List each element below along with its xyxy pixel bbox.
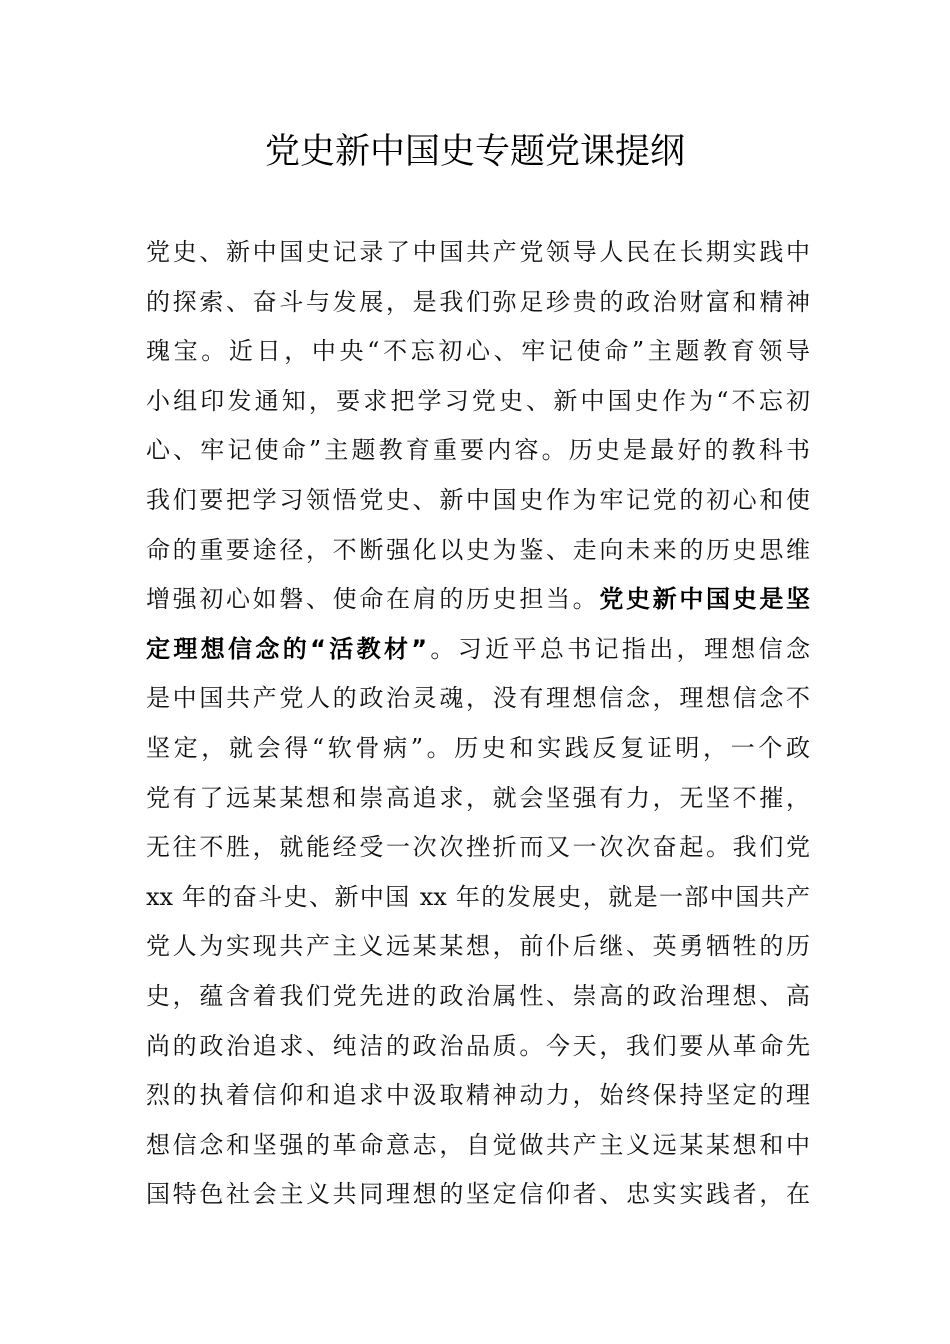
document-body <box>146 228 810 1220</box>
body-line-3: 瑰宝。近日，中央“不忘初心、牢记使命”主题教育领导 <box>146 337 810 366</box>
body-line-8 <box>146 575 810 625</box>
body-line-5: 心、牢记使命”主题教育重要内容。历史是最好的教科书 <box>146 436 810 465</box>
body-line-12: 党有了远某某想和崇高追求，就会坚强有力，无坚不摧， <box>146 783 810 812</box>
body-line-15: 党人为实现共产主义远某某想，前仆后继、英勇牺牲的历 <box>146 932 810 961</box>
body-line-10: 是中国共产党人的政治灵魂，没有理想信念，理想信念不 <box>146 684 810 713</box>
body-line-2: 的探索、奋斗与发展，是我们弥足珍贵的政治财富和精神 <box>146 287 810 316</box>
body-line-9 <box>146 625 810 675</box>
body-line-17: 尚的政治追求、纯洁的政治品质。今天，我们要从革命先 <box>146 1031 810 1060</box>
body-line-11: 坚定，就会得“软骨病”。历史和实践反复证明，一个政 <box>146 733 810 762</box>
body-line-8-regular: 增强初心如磐、使命在肩的历史担当。 <box>146 585 600 614</box>
body-line-4: 小组印发通知，要求把学习党史、新中国史作为“不忘初 <box>146 386 810 415</box>
body-line-16: 史，蕴含着我们党先进的政治属性、崇高的政治理想、高 <box>146 981 810 1010</box>
body-line-8-bold: 党史新中国史是坚 <box>599 585 811 614</box>
body-line-19: 想信念和坚强的革命意志，自觉做共产主义远某某想和中 <box>146 1130 810 1159</box>
body-line-9-regular: 。习近平总书记指出，理想信念 <box>427 634 811 663</box>
body-line-9-bold: 定理想信念的“活教材” <box>146 634 428 663</box>
body-line-1: 党史、新中国史记录了中国共产党领导人民在长期实践中 <box>146 238 810 266</box>
body-line-7: 命的重要途径，不断强化以史为鉴、走向未来的历史思维 <box>146 535 810 564</box>
body-line-13: 无往不胜，就能经受一次次挫折而又一次次奋起。我们党 <box>146 833 810 862</box>
document-title: 党史新中国史专题党课提纲 <box>264 132 685 172</box>
body-line-18: 烈的执着信仰和追求中汲取精神动力，始终保持坚定的理 <box>146 1081 810 1110</box>
body-line-20: 国特色社会主义共同理想的坚定信仰者、忠实实践者，在 <box>146 1180 810 1209</box>
body-line-14: xx 年的奋斗史、新中国 xx 年的发展史，就是一部中国共产 <box>146 882 810 911</box>
body-line-6: 我们要把学习领悟党史、新中国史作为牢记党的初心和使 <box>146 485 810 514</box>
